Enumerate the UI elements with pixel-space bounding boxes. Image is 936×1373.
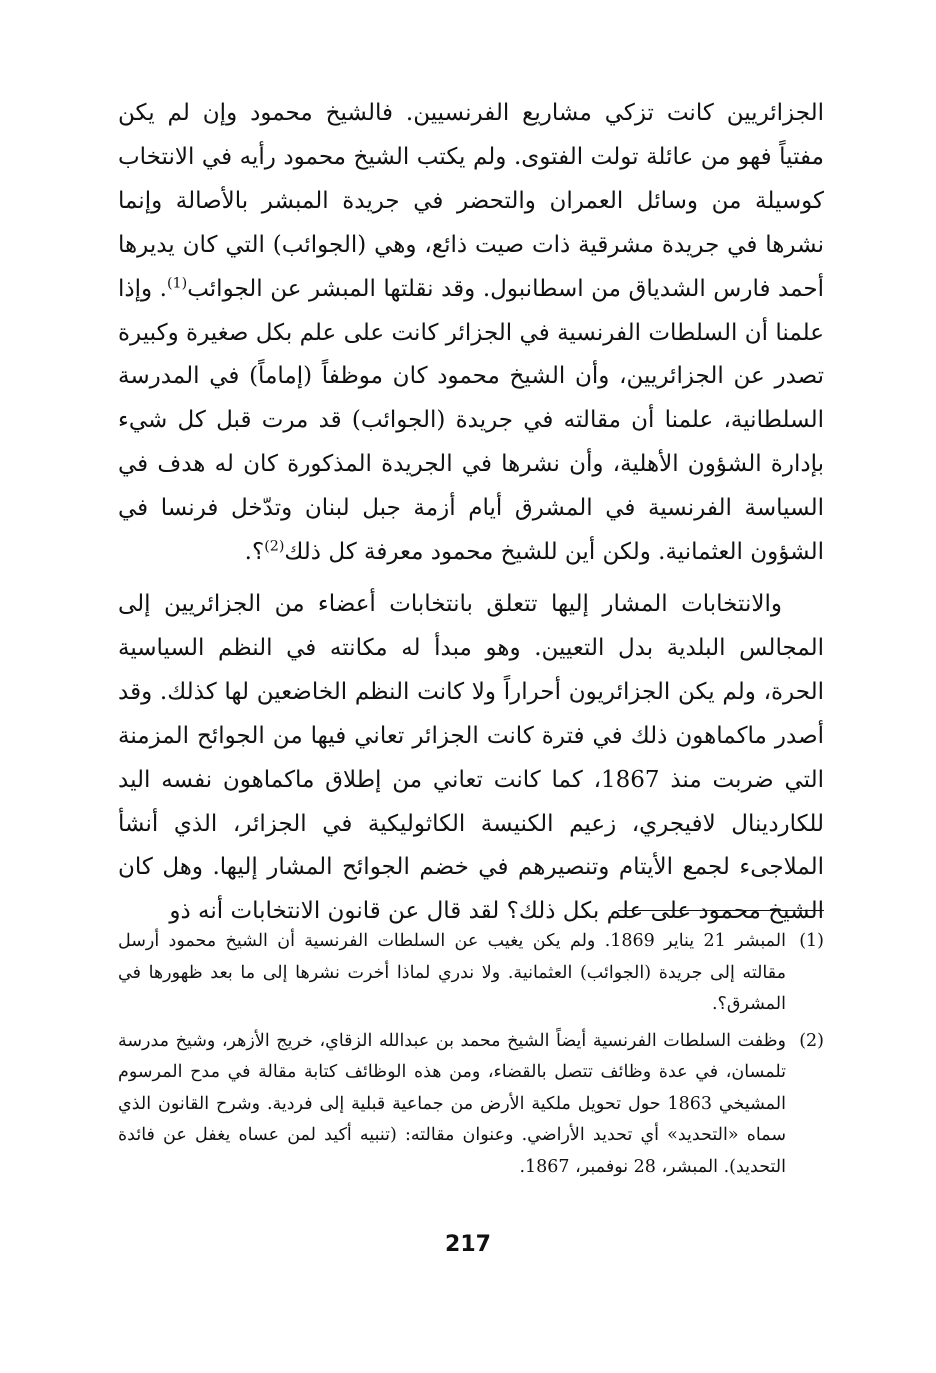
footnote-1 <box>118 926 824 1021</box>
footnote-1-number: (1) <box>799 931 824 951</box>
footnote-1-text: المبشر 21 يناير 1869. ولم يكن يغيب عن السلطات الفرنسية أن الشيخ محمود أرسل مقالته إلى جريدة (الجوائب) العثمانية. ولا ندري لماذا أخرت نشرها إلى ما بعد ظهورها في المشرق؟. <box>118 931 786 1014</box>
footnote-2-number: (2) <box>799 1030 824 1051</box>
page-number: 217 <box>445 1232 491 1257</box>
footnote-divider <box>618 910 824 911</box>
paragraph-1-part-2: . وإذا علمنا أن السلطات الفرنسية في الجزائر كانت على علم بكل صغيرة وكبيرة تصدر عن الجزائريين، وأن الشيخ محمود كان موظفاً (إماماً) في المدرسة السلطانية، علمنا أن مقالته في جريدة (الجوائب) قد مرت قبل كل شيء بإدارة الشؤون الأهلية، وأن نشرها في الجريدة المذكورة كان له هدف في السياسة الفرنسية في المشرق أيام أزمة جبل لبنان وتدّخل فرنسا في الشؤون العثمانية. ولكن أين للشيخ محمود معرفة كل ذلك <box>118 275 824 566</box>
footnote-2 <box>118 1026 824 1184</box>
footnote-2-text: وظفت السلطات الفرنسية أيضاً الشيخ محمد بن عبدالله الزقاي، خريج الأزهر، وشيخ مدرسة تلمسان، في عدة وظائف تتصل بالقضاء، ومن هذه الوظائف كتابة مقالة في مدح المرسوم المشيخي 1863 حول تحويل ملكية الأرض من جماعية قبلية إلى فردية. وشرح القانون الذي سماه «التحديد» أي تحديد الأراضي. وعنوان مقالته: (تنبيه أكيد لمن عساه يغفل عن فائدة التحديد). المبشر، 28 نوفمبر، 1867. <box>118 1030 786 1177</box>
paragraph-2: والانتخابات المشار إليها تتعلق بانتخابات أعضاء من الجزائريين إلى المجالس البلدية بدل التعيين. وهو مبدأ له مكانته في النظم السياسية الحرة، ولم يكن الجزائريون أحراراً ولا كانت النظم الخاضعين لها كذلك. وقد أصدر ماكماهون ذلك في فترة كانت الجزائر تعاني فيها من الجوائح المزمنة التي ضربت منذ 1867، كما كانت تعاني من إطلاق ماكماهون نفسه اليد للكاردينال لافيجري، زعيم الكنيسة الكاثوليكية في الجزائر، الذي أنشأ الملاجىء لجمع الأيتام وتنصيرهم في خضم الجوائح المشار إليها. وهل كان الشيخ محمود على علم بكل ذلك؟ لقد قال عن قانون الانتخابات أنه ذو <box>118 590 825 925</box>
paragraph-1 <box>118 92 824 575</box>
main-text <box>118 92 824 934</box>
footnotes <box>118 926 824 1188</box>
footnote-ref-1: (1) <box>166 274 188 291</box>
paragraph-1-part-3: ؟. <box>244 539 265 566</box>
footnote-ref-2: (2) <box>264 538 285 555</box>
paragraph-1-part-1: الجزائريين كانت تزكي مشاريع الفرنسيين. فالشيخ محمود وإن لم يكن مفتياً فهو من عائلة تولت الفتوى. ولم يكتب الشيخ محمود رأيه في الانتخاب كوسيلة من وسائل العمران والتحضر في جريدة المبشر بالأصالة وإنما نشرها في جريدة مشرقية ذات صيت ذائع، وهي (الجوائب) التي كان يديرها أحمد فارس الشدياق من اسطانبول. وقد نقلتها المبشر عن الجوائب <box>118 100 824 302</box>
